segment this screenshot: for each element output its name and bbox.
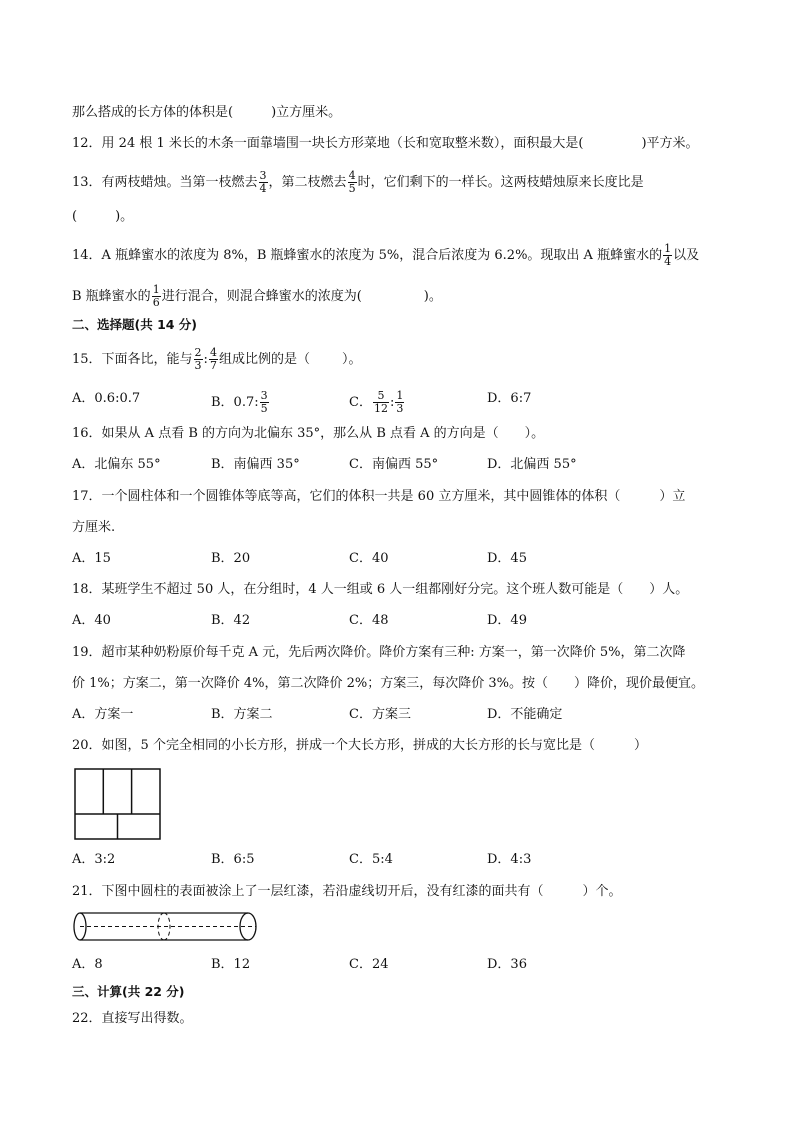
option-b[interactable]: B．12	[211, 957, 251, 972]
option-a[interactable]: A．3:2	[72, 852, 116, 867]
q14-text-a: 14．A 瓶蜂蜜水的浓度为 8%，B 瓶蜂蜜水的浓度为 5%，混合后浓度为 6.2%。现取出 A 瓶蜂蜜水的	[72, 248, 663, 263]
q13-line2	[72, 208, 133, 226]
option-a[interactable]: A．8	[72, 957, 103, 972]
numerator: 3	[259, 169, 267, 182]
q12-line	[72, 135, 699, 153]
q14-text-d: 进行混合，则混合蜂蜜水的浓度为(	[161, 289, 362, 304]
section-title: 二、选择题(共 14 分)	[72, 317, 198, 332]
q13-line	[72, 170, 644, 195]
q20-question: 20．如图，5 个完全相同的小长方形，拼成一个大长方形，拼成的大长方形的长与宽比是（ ）	[72, 738, 647, 753]
fraction	[348, 170, 357, 195]
option-c[interactable]: C．南偏西 55°	[349, 457, 439, 472]
q14-text-b: 以及	[673, 248, 700, 263]
option-c-label: C．	[349, 395, 372, 410]
q22-question: 22．直接写出得数。	[72, 1011, 193, 1026]
fraction	[194, 347, 203, 372]
q15-line	[72, 347, 361, 372]
option-c[interactable]: C．5:4	[349, 852, 393, 867]
option-a[interactable]: A．15	[72, 551, 111, 566]
numerator: 1	[152, 283, 160, 296]
fraction	[259, 170, 268, 195]
option-a[interactable]: A．北偏东 55°	[72, 457, 161, 472]
denominator: 4	[664, 255, 672, 268]
q15-text-a: 15．下面各比，能与	[72, 352, 193, 367]
option-b[interactable]: B．方案二	[211, 707, 273, 722]
denominator: 7	[209, 359, 217, 372]
rectangle-puzzle-figure	[74, 768, 162, 840]
q12-text-a: 12．用 24 根 1 米长的木条一面靠墙围一块长方形菜地（长和宽取整米数），面积最大是(	[72, 136, 584, 151]
fraction	[152, 284, 161, 309]
option-d[interactable]: D．36	[487, 957, 527, 972]
fraction	[260, 390, 269, 415]
q14-text-c: B 瓶蜂蜜水的	[72, 289, 151, 304]
fraction	[209, 347, 218, 372]
fraction	[373, 390, 389, 415]
option-c[interactable]	[349, 390, 405, 415]
fraction	[395, 390, 404, 415]
numerator: 3	[260, 389, 268, 402]
q11-text-b: )立方厘米。	[271, 105, 342, 120]
numerator: 2	[194, 346, 202, 359]
ratio-colon: :	[389, 395, 395, 410]
option-d[interactable]: D．不能确定	[487, 707, 563, 722]
fraction	[663, 243, 672, 268]
option-b[interactable]	[211, 390, 270, 415]
denominator: 4	[259, 182, 267, 195]
numerator: 1	[664, 242, 672, 255]
option-d[interactable]: D．北偏西 55°	[487, 457, 577, 472]
option-b[interactable]: B．南偏西 35°	[211, 457, 300, 472]
denominator: 5	[260, 402, 268, 415]
cylinder-figure	[72, 910, 262, 944]
q18-question: 18．某班学生不超过 50 人，在分组时，4 人一组或 6 人一组都刚好分完。这个班人数可能是（ ）人。	[72, 582, 689, 597]
q13-paren-open: (	[72, 209, 78, 224]
numerator: 1	[396, 389, 404, 402]
q14-line2	[72, 284, 442, 309]
q11-line	[72, 104, 341, 122]
q13-paren-close: )。	[115, 209, 134, 224]
q14-text-e: )。	[423, 289, 442, 304]
option-c[interactable]: C．40	[349, 551, 389, 566]
option-b[interactable]: B．42	[211, 613, 251, 628]
option-a[interactable]: A．方案一	[72, 707, 134, 722]
option-b[interactable]: B．6:5	[211, 852, 255, 867]
option-a[interactable]: A．40	[72, 613, 111, 628]
option-d[interactable]: D．45	[487, 551, 527, 566]
denominator: 5	[348, 182, 356, 195]
denominator: 12	[373, 402, 388, 415]
q13-text-b: ，第二枝燃去	[268, 175, 347, 190]
q19-question-line2: 价 1%；方案二，第一次降价 4%，第二次降价 2%；方案三，每次降价 3%。按（ ）降价，现价最便宜。	[72, 676, 705, 691]
q17-question-line2: 方厘米.	[72, 520, 116, 535]
q14-line	[72, 243, 699, 268]
numerator: 4	[209, 346, 217, 359]
denominator: 3	[194, 359, 202, 372]
numerator: 4	[348, 169, 356, 182]
q11-text-a: 那么搭成的长方体的体积是(	[72, 105, 234, 120]
q12-text-b: )平方米。	[641, 136, 699, 151]
ratio-colon: :	[203, 352, 208, 367]
q15-text-b: 组成比例的是（	[218, 352, 310, 367]
q17-question: 17．一个圆柱体和一个圆锥体等底等高，它们的体积一共是 60 立方厘米，其中圆锥体的体积（ ）立	[72, 489, 686, 504]
q15-text-c: ）。	[341, 352, 362, 367]
denominator: 3	[396, 402, 404, 415]
numerator: 5	[373, 390, 389, 403]
option-d[interactable]: D．6:7	[487, 391, 532, 406]
option-c[interactable]: C．48	[349, 613, 389, 628]
option-b[interactable]: B．20	[211, 551, 251, 566]
option-a[interactable]: A．0.6:0.7	[72, 391, 141, 406]
q13-text-a: 13．有两枝蜡烛。当第一枝燃去	[72, 175, 258, 190]
q13-text-c: 时，它们剩下的一样长。这两枝蜡烛原来长度比是	[357, 175, 644, 190]
option-d[interactable]: D．49	[487, 613, 527, 628]
option-c[interactable]: C．方案三	[349, 707, 411, 722]
option-b-label: B．0.7:	[211, 395, 259, 410]
option-d[interactable]: D．4:3	[487, 852, 532, 867]
denominator: 6	[152, 296, 160, 309]
q19-question: 19．超市某种奶粉原价每千克 A 元，先后两次降价。降价方案有三种: 方案一，第一次降价 5%，第二次降	[72, 645, 686, 660]
section-title: 三、计算(共 22 分)	[72, 984, 185, 999]
option-c[interactable]: C．24	[349, 957, 389, 972]
q16-question: 16．如果从 A 点看 B 的方向为北偏东 35°，那么从 B 点看 A 的方向是（ ）。	[72, 426, 545, 441]
q21-question: 21．下图中圆柱的表面被涂上了一层红漆，若沿虚线切开后，没有红漆的面共有（ ）个。	[72, 884, 622, 899]
